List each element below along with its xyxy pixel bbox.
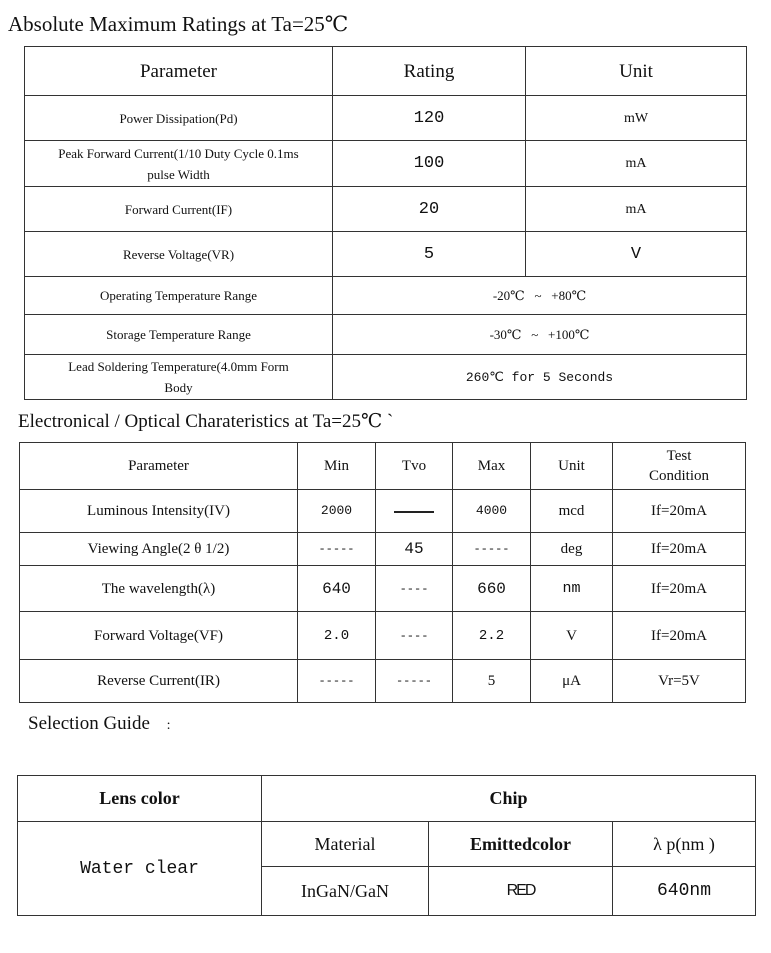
unit-cell: deg xyxy=(531,533,613,566)
condition-cell: If=20mA xyxy=(613,490,746,533)
table-row xyxy=(20,566,746,612)
typ-cell: ----- xyxy=(376,660,453,703)
param-cell: Power Dissipation(Pd) xyxy=(25,96,333,141)
unit-cell: mA xyxy=(526,187,747,232)
section2-title: Electronical / Optical Charateristics at Ta=25℃ ` xyxy=(18,411,394,432)
max-cell: ----- xyxy=(453,533,531,566)
max-cell: 2.2 xyxy=(453,612,531,660)
header-lens-color: Lens color xyxy=(18,776,262,822)
typ-cell xyxy=(376,490,453,533)
condition-cell: If=20mA xyxy=(613,612,746,660)
table-row xyxy=(20,533,746,566)
header-test-line: Condition xyxy=(648,468,709,484)
table-row xyxy=(20,660,746,703)
peak-cell: 640nm xyxy=(613,867,756,916)
range-high: +100℃ xyxy=(548,327,590,342)
section3-title: Selection Guide xyxy=(28,713,150,734)
header-unit: Unit xyxy=(526,47,747,96)
param-cell: Forward Voltage(VF) xyxy=(20,612,298,660)
table-row xyxy=(25,141,747,187)
dash-line xyxy=(394,511,434,513)
table-row xyxy=(25,232,747,277)
typ-cell: ---- xyxy=(376,566,453,612)
min-cell: 640 xyxy=(298,566,376,612)
soldering-value-cell: 260℃ for 5 Seconds xyxy=(333,355,747,400)
absolute-max-ratings-table xyxy=(24,46,747,400)
table-row xyxy=(25,187,747,232)
table-row xyxy=(20,612,746,660)
condition-cell: If=20mA xyxy=(613,533,746,566)
electro-optical-table xyxy=(19,442,746,703)
typ-cell: 45 xyxy=(376,533,453,566)
table-header-row xyxy=(18,776,756,822)
section1-title: Absolute Maximum Ratings at Ta=25℃ xyxy=(8,12,349,36)
unit-cell: nm xyxy=(531,566,613,612)
unit-cell: mA xyxy=(526,141,747,187)
range-cell xyxy=(333,315,747,355)
lens-cell: Water clear xyxy=(18,822,262,916)
unit-cell: μA xyxy=(531,660,613,703)
unit-cell: mW xyxy=(526,96,747,141)
param-cell xyxy=(25,355,333,400)
condition-cell: Vr=5V xyxy=(613,660,746,703)
header-unit: Unit xyxy=(531,443,613,490)
range-high: +80℃ xyxy=(551,288,587,303)
table-header-row xyxy=(20,443,746,490)
rating-cell: 100 xyxy=(333,141,526,187)
min-cell: 2000 xyxy=(298,490,376,533)
rating-cell: 5 xyxy=(333,232,526,277)
header-material: Material xyxy=(262,822,429,867)
param-cell: Viewing Angle(2 θ 1/2) xyxy=(20,533,298,566)
param-line: Body xyxy=(164,380,193,395)
header-test-line: Test xyxy=(666,448,692,464)
header-typ: Tvo xyxy=(376,443,453,490)
param-cell: Reverse Current(IR) xyxy=(20,660,298,703)
header-test-condition xyxy=(613,443,746,490)
max-cell: 4000 xyxy=(453,490,531,533)
range-low: -20℃ xyxy=(492,288,525,303)
param-cell xyxy=(25,141,333,187)
range-cell xyxy=(333,277,747,315)
rating-cell: 120 xyxy=(333,96,526,141)
table-row xyxy=(25,315,747,355)
header-peak-wavelength: λ p(nm ) xyxy=(613,822,756,867)
param-cell: Operating Temperature Range xyxy=(25,277,333,315)
param-cell: Storage Temperature Range xyxy=(25,315,333,355)
section3-title-wrap xyxy=(28,713,171,735)
title-colon: : xyxy=(166,718,171,733)
typ-cell: ---- xyxy=(376,612,453,660)
table-row xyxy=(25,96,747,141)
header-rating: Rating xyxy=(333,47,526,96)
min-cell: ----- xyxy=(298,533,376,566)
header-max: Max xyxy=(453,443,531,490)
selection-guide-table xyxy=(17,775,756,916)
header-min: Min xyxy=(298,443,376,490)
header-chip: Chip xyxy=(262,776,756,822)
min-cell: 2.0 xyxy=(298,612,376,660)
unit-cell: V xyxy=(526,232,747,277)
range-low: -30℃ xyxy=(489,327,522,342)
table-row xyxy=(18,822,756,867)
param-line: Lead Soldering Temperature(4.0mm Form xyxy=(68,359,289,374)
header-parameter: Parameter xyxy=(20,443,298,490)
max-cell: 5 xyxy=(453,660,531,703)
material-cell: InGaN/GaN xyxy=(262,867,429,916)
table-row xyxy=(25,355,747,400)
param-cell: Luminous Intensity(IV) xyxy=(20,490,298,533)
table-row xyxy=(25,277,747,315)
param-line: Peak Forward Current(1/10 Duty Cycle 0.1ms xyxy=(58,145,299,161)
range-separator: ~ xyxy=(531,327,539,342)
unit-cell: V xyxy=(531,612,613,660)
color-cell: RED xyxy=(429,867,613,916)
param-cell: The wavelength(λ) xyxy=(20,566,298,612)
table-header-row xyxy=(25,47,747,96)
unit-cell: mcd xyxy=(531,490,613,533)
rating-cell: 20 xyxy=(333,187,526,232)
condition-cell: If=20mA xyxy=(613,566,746,612)
min-cell: ----- xyxy=(298,660,376,703)
header-parameter: Parameter xyxy=(25,47,333,96)
max-cell: 660 xyxy=(453,566,531,612)
param-line: pulse Width xyxy=(147,166,210,182)
range-separator: ~ xyxy=(534,288,542,303)
header-emitted-color: Emittedcolor xyxy=(429,822,613,867)
param-cell: Forward Current(IF) xyxy=(25,187,333,232)
param-cell: Reverse Voltage(VR) xyxy=(25,232,333,277)
table-row xyxy=(20,490,746,533)
